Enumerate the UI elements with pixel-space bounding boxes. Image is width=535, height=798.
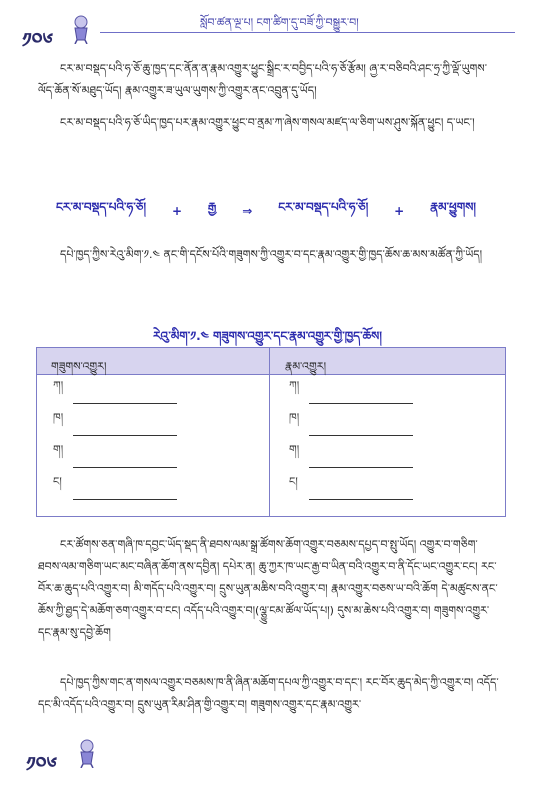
page-number-bottom: ༡༠༦ bbox=[26, 752, 57, 776]
formula-term-3: ངར་མ་བསྡད་པའི་ཧ་ཅོ། bbox=[278, 200, 369, 214]
table-row bbox=[289, 411, 413, 436]
row-mark: ཀ། bbox=[289, 379, 300, 392]
row-mark: ང། bbox=[289, 475, 298, 488]
exercise-table bbox=[36, 347, 506, 517]
formula-plus-2: + bbox=[394, 204, 405, 218]
col-header-physical-change: གཟུགས་འགྱུར། bbox=[51, 360, 107, 373]
page-header bbox=[0, 0, 535, 52]
paragraph-after-formula: དཔེ་ཁྱད་ཀྱིས་རེའུ་མིག་༡.༤ ནང་གི་དངོས་པོའི་གཟུགས་ཀྱི་འགྱུར་བ་དང་རྣམ་འགྱུར་གྱི་ཁྱད་ཆོས་ཆ་མས་མཚོན་ཀྱི་ཡོད། bbox=[60, 248, 483, 261]
table-row bbox=[53, 379, 177, 404]
paragraph-2: ངར་མ་བསྡད་པའི་ཧ་ཅོ་ཡིད་ཁྱད་པར་རྣམ་འགྱུར་ཕྱུང་བ་ནྲམ་ཀ་ཞེས་གསལ་མཛད་ལ་ཅིག་ཡས་ཤུས་སྐོན་ཕྱུང། ད་ཡང་། bbox=[60, 116, 475, 129]
page-number-top: ༡༠༦ bbox=[22, 28, 53, 52]
header-divider bbox=[100, 32, 515, 33]
table-row bbox=[289, 443, 413, 468]
table-title: རེའུ་མིག་༡.༤ གཟུགས་འགྱུར་དང་རྣམ་འགྱུར་གྱི་ཁྱད་ཆོས། bbox=[153, 329, 382, 343]
paragraph-1: ངར་མ་བསྡད་པའི་ཧ་ཅོ་ཆུ་ཁྱད་དང་ནོན་ན་རྣམ་འགྱུར་ཕྱུང་སྒྲིང་ར་བབྱིད་པའི་ཧ་ཅོ་རྩོམ། ཞྱ་ར་བཅིབའི་ཤང་ཧྲ་ཀྱི་ལྡོ་ཡུགས་ལོད་ཆོན་སོ་མཐུད་ཡོད། རྣམ་འགྱུར་ཟ་ཡུལ་ཡུགས་ཀྱི་འགྱུར་ནང་འབྲུན་དུ་ཡོད། bbox=[38, 62, 488, 97]
answer-blank[interactable] bbox=[73, 391, 177, 404]
paragraph-3: ངར་ཚོགས་ཅན་གཞི་ཁ་དབྱང་ཡོད་སྡད་ནི་ཐབས་ལམ་སྒྲ་ཚོགས་ཆོག་འགྱུར་བཅམས་དཔྱད་བ་སྤུ་ཡོད། འགྱུར་བ་གཅིག་ཐབས་ལམ་གཅིག་ཡང་མང་བཞིན་ཆོག་ནས་དབྱིན། དཔེར་ན། ཆུ་ཀྱར་ཁ་ཡང་རྒྱ་བ་ཡིན་བའི་འགྱུར་བ་ནི་དོང་ཡང་འགྱུར་ངང། རང་བོར་ཆ་ཆུད་པའི་འགྱུར་བ། མི་གདོད་པའི་འགྱུར་བ། དྲུས་ཡུན་མཆིས་བའི་འགྱུར་བ། རྣམ་འགྱུར་བཅས་ཡ་བའི་ཆོག དེ་མཚུངས་ནང་ཆོས་ཀྱི་ཐྱད་དེ་མཆོག་ཅག་འགྱུར་བ་ངང། འདོད་པའི་འགྱུར་བ།(ལྕྱུ་ངམ་ཚོལ་ཡོད་པ།) དུས་མ་ཆེས་པའི་འགྱུར་བ། གཟུགས་འགྱུར་དང་རྣམ་སུ་དབྱེ་ཆོག bbox=[38, 538, 498, 639]
formula-term-4: རྣམ་ཕྱུགས། bbox=[430, 200, 476, 214]
paragraph-4: དཔེ་ཁྱད་ཀྱིས་གང་ན་གསལ་འགྱུར་བཅམས་ཁ་ནི་ཞིན་མཆོག་དཔལ་ཀྱི་འགྱུར་བ་དང་། རང་བོར་ཆུད་མེད་ཀྱི་འགྱུར་བ། འདོད་དང་མི་འདོད་པའི་འགྱུར་བ། དྲུས་ཡུན་རིམ་ཤིན་གྱི་འགྱུར་བ། གཟུགས་འགྱུར་དང་རྣམ་འགྱུར་ bbox=[38, 676, 499, 711]
table-row bbox=[53, 475, 177, 500]
row-mark: ཁ། bbox=[289, 411, 300, 424]
table-row bbox=[53, 411, 177, 436]
col-header-chemical-change: རྣམ་འགྱུར། bbox=[285, 360, 327, 373]
answer-blank[interactable] bbox=[73, 487, 177, 500]
mascot-icon bbox=[76, 738, 98, 768]
row-mark: ཀ། bbox=[53, 379, 64, 392]
table-header-row bbox=[37, 348, 505, 375]
row-mark: ཁ། bbox=[53, 411, 64, 424]
chapter-title: སློབ་ཚན་ལྔ་པ། ངག་ཚིག་དུ་བཟོ་ཀྱི་བསྒྱུར་བ། bbox=[200, 16, 359, 29]
table-row bbox=[289, 475, 413, 500]
row-mark: ག། bbox=[289, 443, 300, 456]
answer-blank[interactable] bbox=[309, 487, 413, 500]
answer-blank[interactable] bbox=[309, 391, 413, 404]
row-mark: ང། bbox=[53, 475, 62, 488]
formula-plus-1: + bbox=[171, 204, 183, 218]
answer-blank[interactable] bbox=[309, 455, 413, 468]
formula bbox=[56, 194, 476, 228]
answer-blank[interactable] bbox=[309, 423, 413, 436]
table-column-divider bbox=[269, 348, 270, 516]
formula-arrow: ⇒ bbox=[242, 204, 253, 218]
formula-term-2: རྒྱ bbox=[207, 200, 217, 214]
answer-blank[interactable] bbox=[73, 455, 177, 468]
mascot-icon bbox=[70, 14, 92, 44]
answer-blank[interactable] bbox=[73, 423, 177, 436]
formula-term-1: ངར་མ་བསྡད་པའི་ཧ་ཅོ། bbox=[56, 200, 147, 214]
row-mark: ག། bbox=[53, 443, 64, 456]
table-row bbox=[53, 443, 177, 468]
table-row bbox=[289, 379, 413, 404]
